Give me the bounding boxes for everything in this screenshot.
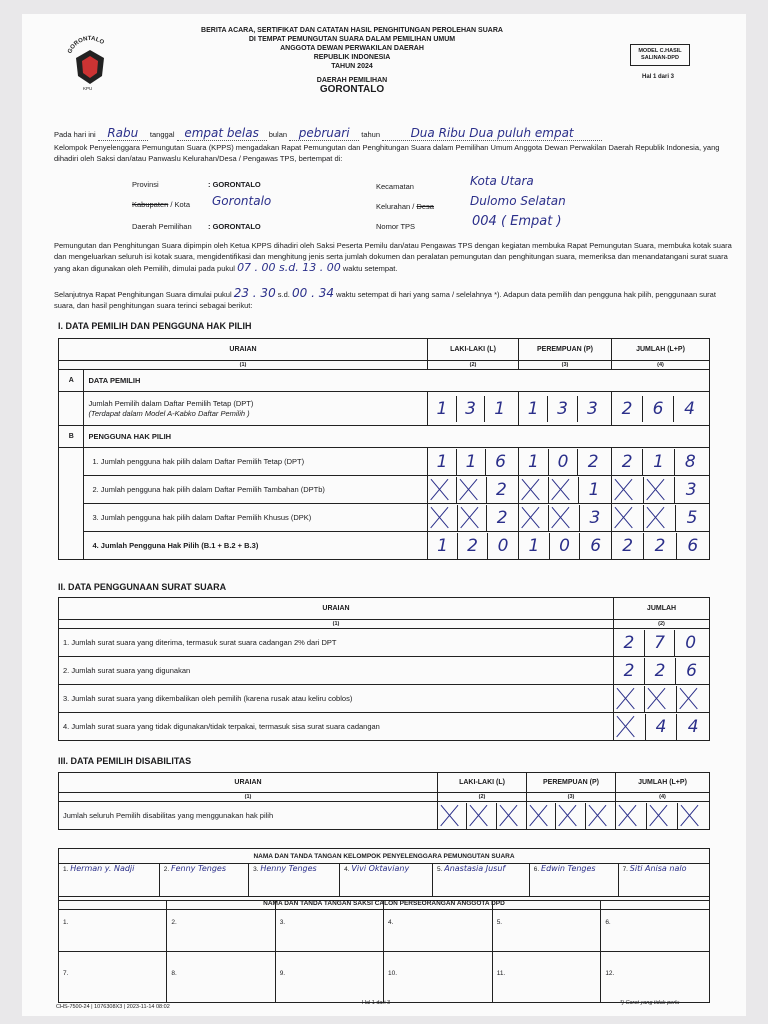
digit-cell [614, 686, 645, 712]
digit-cell [428, 505, 458, 531]
digit-cell: 3 [589, 507, 601, 528]
s2-col-j: JUMLAH [614, 598, 710, 620]
s2-row-4-label: 4. Jumlah surat suara yang tidak digunakan/tidak terpakai, termasuk sisa surat suara cadangan [59, 713, 614, 741]
logo-text-bottom: KPU [83, 86, 93, 91]
kecamatan-value: Kota Utara [470, 174, 534, 188]
digit-cell: 6 [590, 535, 602, 556]
saksi-cell[interactable] [601, 952, 710, 1003]
bulan-value: pebruari [289, 126, 359, 141]
kpps-member-name: Edwin Tenges [541, 864, 596, 873]
table-row [59, 532, 710, 560]
location-block [132, 174, 692, 236]
s2-col-uraian: URAIAN [59, 598, 614, 620]
tanggal-value: empat belas [177, 126, 267, 141]
header-line-2: DI TEMPAT PEMUNGUTAN SUARA DALAM PEMILIHAN UMUM [248, 36, 456, 43]
s1-a-j-cells [612, 392, 710, 426]
saksi-number: 11. [496, 970, 506, 977]
section-1-table: URAIAN LAKI-LAKI (L) PEREMPUAN (P) JUMLAH (L+P) (1) (2) (3) (4) A DATA PEMILIH Jumlah Pemilih dalam Daftar Pemilih Tetap (DPT) (Terdapat dalam Model A-Kabko Daftar Pemilih ) 1 3 1 1 3 3 2 6 4 B PENGGUNA HAK PILIH 1. Jumlah pengguna hak pilih dalam Daftar Pemilih Tetap (DPT) 1 1 6 1 0 2 2 1 8 2. Jumlah pengguna hak pilih dalam Daftar Pemilih Tambahan (DPTb) 2 1 3 3. Jumlah pengguna hak pilih dalam Daftar Pemilih Khusus (DPK) 2 3 5 4. Jumlah Pengguna Hak Pilih (B.1 + B.2 + B.3) 1 2 0 1 0 6 2 2 6 [58, 338, 710, 560]
table-row [59, 629, 710, 657]
s1-a-code: A [59, 370, 84, 392]
footer-note: *) Coret yang tidak perlu [620, 1000, 680, 1006]
digit-cell: 1 [457, 449, 486, 475]
saksi-cell[interactable] [275, 952, 383, 1003]
digit-cell: 0 [550, 533, 581, 559]
intro-paragraph: Kelompok Penyelenggara Pemungutan Suara (KPPS) mengadakan Rapat Pemungutan dan Penghitungan Suara dalam Pemilihan Umum Anggota Dewan Perwakilan Daerah Republik Indonesia, yang dihadiri oleh Saksi dan/atau Panwaslu Kelurahan/Desa / Pengawas TPS, bertempat di: [54, 143, 720, 163]
digit-cell [614, 714, 646, 740]
procedure-paragraph-1: Pemungutan dan Penghitungan Suara dipimpin oleh Ketua KPPS dihadiri oleh Saksi Peserta Pemilu dan/atau Pengawas TPS dengan kegiatan membuka Rapat Pemungutan Suara, membuka kotak suara dan mengeluarkan seluruh isi kotak suara, mengidentifikasi dan menghitung jenis serta jumlah dokumen dan peralatan pemungutan dan penghitungan suara, memeriksa dan menandatangani surat suara yang akan digunakan oleh Pemilih, dimulai pada pukul 07 . 00 s.d. 13 . 00 waktu setempat. [54, 241, 732, 274]
kpps-member-number: 5. [437, 866, 443, 873]
kpps-member-number: 4. [344, 866, 350, 873]
digit-cell: 6 [686, 660, 697, 681]
digit-cell [612, 505, 644, 531]
digit-cell: 7 [645, 630, 676, 656]
pada-hari-label: Pada hari ini [54, 130, 96, 139]
digit-cell [678, 803, 709, 829]
s2-row-1-label: 1. Jumlah surat suara yang diterima, termasuk surat suara cadangan 2% dari DPT [59, 629, 614, 657]
saksi-cell[interactable] [275, 901, 383, 952]
kabupaten-label: Kabupaten [132, 200, 169, 209]
digit-cell [519, 477, 549, 503]
dapil-label: Daerah Pemilihan [132, 222, 192, 231]
kpps-member-name: Herman y. Nadji [70, 864, 135, 873]
digit-cell [438, 803, 467, 829]
saksi-title: NAMA DAN TANDA TANGAN SAKSI CALON PERSEORANGAN ANGGOTA DPD [59, 897, 710, 910]
digit-cell [549, 505, 579, 531]
procedure-time-start: 23 . 30 [233, 286, 276, 300]
saksi-cell[interactable] [59, 901, 167, 952]
s3-col-p: PEREMPUAN (P) [527, 773, 616, 793]
section-3-table: URAIAN LAKI-LAKI (L) PEREMPUAN (P) JUMLAH (L+P) (1) (2) (3) (4) Jumlah seluruh Pemilih disabilitas yang menggunakan hak pilih [58, 772, 710, 830]
saksi-number: 3. [279, 919, 286, 926]
s2-row-3-label: 3. Jumlah surat suara yang dikembalikan oleh pemilih (karena rusak atau keliru coblos) [59, 685, 614, 713]
digit-cell [497, 803, 526, 829]
saksi-number: 12. [605, 970, 615, 977]
kpps-member-name: Henny Tenges [260, 864, 317, 873]
saksi-number: 1. [63, 919, 69, 926]
procedure-paragraph-2: Selanjutnya Rapat Penghitungan Suara dimulai pukul 23 . 30 s.d. 00 . 34 waktu setempat di hari yang sama / selelahnya *). Adapun data pemilih dan pengguna hak pilih, penggunaan surat suara, dan hasil penghitungan suara terinci sebagai berikut: [54, 286, 716, 310]
kpps-member-cell [249, 864, 340, 897]
saksi-cell[interactable] [167, 901, 275, 952]
model-line-1: MODEL C.HASIL [638, 48, 682, 54]
s1-a-title: DATA PEMILIH [84, 370, 710, 392]
tps-label: Nomor TPS [376, 222, 416, 231]
kpps-member-cell [59, 864, 160, 897]
kpu-logo-icon [62, 30, 118, 92]
tahun-label: tahun [361, 130, 381, 139]
table-row [59, 448, 710, 476]
table-row [59, 657, 710, 685]
digit-cell: 0 [549, 449, 579, 475]
kpps-member-cell [340, 864, 433, 897]
s1-col-p: PEREMPUAN (P) [519, 339, 612, 361]
digit-cell: 2 [645, 658, 676, 684]
header-line-3: ANGGOTA DEWAN PERWAKILAN DAERAH [280, 45, 424, 52]
kpps-names-row [59, 864, 710, 897]
tanggal-label: tanggal [149, 130, 175, 139]
kpps-member-number: 7. [622, 866, 628, 873]
digit-cell [458, 505, 488, 531]
digit-cell [644, 505, 676, 531]
digit-cell: 3 [457, 396, 486, 422]
saksi-number: 9. [279, 970, 286, 977]
digit-cell: 4 [684, 398, 695, 419]
kpps-member-cell [618, 864, 709, 897]
daerah-label: DAERAH PEMILIHAN [316, 77, 388, 84]
provinsi-value: : GORONTALO [208, 180, 261, 189]
kota-label: / Kota [170, 200, 190, 209]
kpps-member-cell [529, 864, 618, 897]
digit-cell: 1 [494, 398, 506, 419]
digit-cell [647, 803, 678, 829]
table-row [59, 713, 710, 741]
bulan-label: bulan [268, 130, 288, 139]
saksi-number: 6. [605, 919, 611, 926]
saksi-cell[interactable] [384, 901, 493, 952]
digit-cell [527, 803, 556, 829]
digit-cell [612, 477, 644, 503]
digit-cell: 1 [643, 449, 674, 475]
digit-cell [645, 686, 676, 712]
digit-cell: 1 [519, 533, 550, 559]
s1-b3-label: 3. Jumlah pengguna hak pilih dalam Daftar Pemilih Khusus (DPK) [84, 504, 428, 532]
kpps-member-number: 1. [63, 866, 69, 873]
s1-col-uraian: URAIAN [59, 339, 428, 361]
digit-cell: 2 [587, 451, 599, 472]
digit-cell: 6 [687, 535, 699, 556]
kelurahan-value: Dulomo Selatan [470, 194, 566, 208]
table-row [59, 392, 710, 426]
digit-cell: 2 [614, 630, 645, 656]
procedure-time-1: 07 . 00 s.d. 13 . 00 [237, 261, 341, 274]
digit-cell: 0 [685, 632, 697, 653]
desa-label: Desa [416, 202, 434, 211]
s3-col-uraian: URAIAN [59, 773, 438, 793]
header-line-1: BERITA ACARA, SERTIFIKAT DAN CATATAN HASIL PENGHITUNGAN PEROLEHAN SUARA [201, 27, 503, 34]
s1-b4-label: 4. Jumlah Pengguna Hak Pilih (B.1 + B.2 + B.3) [84, 532, 428, 560]
digit-cell: 0 [497, 535, 509, 556]
document-header [142, 26, 562, 94]
digit-cell [519, 505, 549, 531]
digit-cell: 2 [496, 507, 508, 528]
digit-cell: 4 [687, 716, 699, 737]
saksi-number: 10. [388, 970, 398, 977]
footer-page: Hal 1 dari 3 [362, 1000, 391, 1006]
digit-cell: 1 [428, 449, 457, 475]
section-3-title: III. DATA PEMILIH DISABILITAS [58, 756, 192, 766]
kecamatan-label: Kecamatan [376, 182, 414, 191]
table-row [59, 476, 710, 504]
dapil-value: : GORONTALO [208, 222, 261, 231]
digit-cell [428, 477, 457, 503]
saksi-cell[interactable] [601, 901, 710, 952]
s1-b1-label: 1. Jumlah pengguna hak pilih dalam Daftar Pemilih Tetap (DPT) [84, 448, 428, 476]
kota-value: Gorontalo [212, 194, 272, 208]
document-page [22, 14, 746, 1016]
saksi-number: 8. [171, 970, 177, 977]
page-indicator: Hal 1 dari 3 [642, 74, 675, 80]
s1-a-l-cells [428, 392, 519, 426]
saksi-number: 5. [496, 919, 503, 926]
saksi-number: 4. [388, 919, 394, 926]
tahun-value: Dua Ribu Dua puluh empat [382, 126, 602, 141]
kpps-member-number: 2. [163, 866, 170, 873]
digit-cell: 1 [428, 533, 458, 559]
kpps-member-cell [433, 864, 530, 897]
digit-cell [457, 477, 486, 503]
digit-cell: 2 [644, 533, 676, 559]
logo-text-top: GORONTALO [67, 35, 105, 55]
table-row [59, 504, 710, 532]
header-line-5: TAHUN 2024 [331, 63, 373, 70]
digit-cell: 3 [685, 479, 697, 500]
kpps-member-name: Siti Anisa nalo [629, 864, 687, 873]
digit-cell: 1 [519, 396, 548, 422]
saksi-number: 7. [63, 970, 69, 977]
digit-cell: 2 [612, 396, 643, 422]
digit-cell [467, 803, 496, 829]
s1-a-p-cells [519, 392, 612, 426]
digit-cell: 2 [458, 533, 488, 559]
digit-cell: 2 [612, 533, 644, 559]
digit-cell: 2 [495, 479, 507, 500]
kpps-member-name: Fenny Tenges [171, 864, 227, 873]
saksi-cell[interactable] [167, 952, 275, 1003]
saksi-cell[interactable] [384, 952, 493, 1003]
s1-col-l: LAKI-LAKI (L) [428, 339, 519, 361]
intro-date-line [54, 126, 734, 141]
s1-col-j: JUMLAH (L+P) [612, 339, 710, 361]
daerah-value: GORONTALO [319, 84, 385, 95]
s3-row-label: Jumlah seluruh Pemilih disabilitas yang menggunakan hak pilih [59, 802, 438, 830]
digit-cell [549, 477, 579, 503]
s1-a-row-sub: (Terdapat dalam Model A-Kabko Daftar Pemilih ) [88, 408, 250, 418]
header-line-4: REPUBLIK INDONESIA [313, 54, 391, 61]
kpps-member-number: 3. [253, 866, 259, 873]
digit-cell: 3 [586, 398, 598, 419]
model-line-2: SALINAN-DPD [641, 55, 679, 61]
s1-a-row-label: Jumlah Pemilih dalam Daftar Pemilih Tetap (DPT) [88, 398, 254, 408]
saksi-cell[interactable] [59, 952, 167, 1003]
kpps-title: NAMA DAN TANDA TANGAN KELOMPOK PENYELENGGARA PEMUNGUTAN SUARA [59, 849, 710, 864]
kpps-member-number: 6. [533, 866, 540, 873]
provinsi-label: Provinsi [132, 180, 159, 189]
digit-cell: 8 [684, 451, 696, 472]
saksi-row [59, 901, 710, 952]
s1-b-title: PENGGUNA HAK PILIH [84, 426, 710, 448]
digit-cell: 1 [588, 479, 600, 500]
digit-cell: 1 [519, 449, 549, 475]
digit-cell: 2 [614, 658, 645, 684]
digit-cell: 1 [428, 396, 457, 422]
digit-cell: 3 [548, 396, 577, 422]
table-row [59, 802, 710, 830]
hari-value: Rabu [98, 126, 148, 141]
kelurahan-label: Kelurahan / [376, 202, 415, 211]
digit-cell: 6 [643, 396, 674, 422]
table-row [59, 685, 710, 713]
s3-col-j: JUMLAH (L+P) [616, 773, 710, 793]
digit-cell [677, 686, 708, 712]
digit-cell [616, 803, 647, 829]
saksi-cell[interactable] [492, 901, 601, 952]
digit-cell: 6 [495, 451, 506, 472]
s1-b2-label: 2. Jumlah pengguna hak pilih dalam Daftar Pemilih Tambahan (DPTb) [84, 476, 428, 504]
saksi-cell[interactable] [492, 952, 601, 1003]
tps-value: 004 ( Empat ) [472, 214, 562, 229]
digit-cell [556, 803, 585, 829]
saksi-row [59, 952, 710, 1003]
digit-cell [586, 803, 615, 829]
s2-row-2-label: 2. Jumlah surat suara yang digunakan [59, 657, 614, 685]
digit-cell: 5 [686, 507, 698, 528]
section-2-table: URAIAN JUMLAH (1) (2) 1. Jumlah surat suara yang diterima, termasuk surat suara cadangan 2% dari DPT 2 7 0 2. Jumlah surat suara yang digunakan 2 2 6 3. Jumlah surat suara yang dikembalikan oleh pemilih (karena rusak atau keliru coblos) 4. Jumlah surat suara yang tidak digunakan/tidak terpakai, termasuk sisa surat suara cadangan 4 4 [58, 597, 710, 741]
digit-cell: 4 [646, 714, 678, 740]
kpps-member-name: Vivi Oktaviany [351, 864, 410, 873]
s3-col-l: LAKI-LAKI (L) [438, 773, 527, 793]
model-box [630, 44, 690, 66]
section-1-title: I. DATA PEMILIH DAN PENGGUNA HAK PILIH [58, 321, 252, 331]
digit-cell [644, 477, 676, 503]
saksi-number: 2. [171, 919, 177, 926]
digit-cell: 2 [612, 449, 643, 475]
kpps-member-name: Anastasia Jusuf [444, 864, 506, 873]
kpps-member-cell [159, 864, 248, 897]
svg-text:GORONTALO [67, 36, 105, 55]
saksi-table [58, 900, 710, 1003]
procedure-time-end: 00 . 34 [291, 286, 334, 300]
s1-b-code: B [59, 426, 84, 448]
footer-code: CHS-7500-24 | 1076308X3 | 2023-11-14 08:02 [56, 1004, 170, 1010]
section-2-title: II. DATA PENGGUNAAN SURAT SUARA [58, 582, 227, 592]
